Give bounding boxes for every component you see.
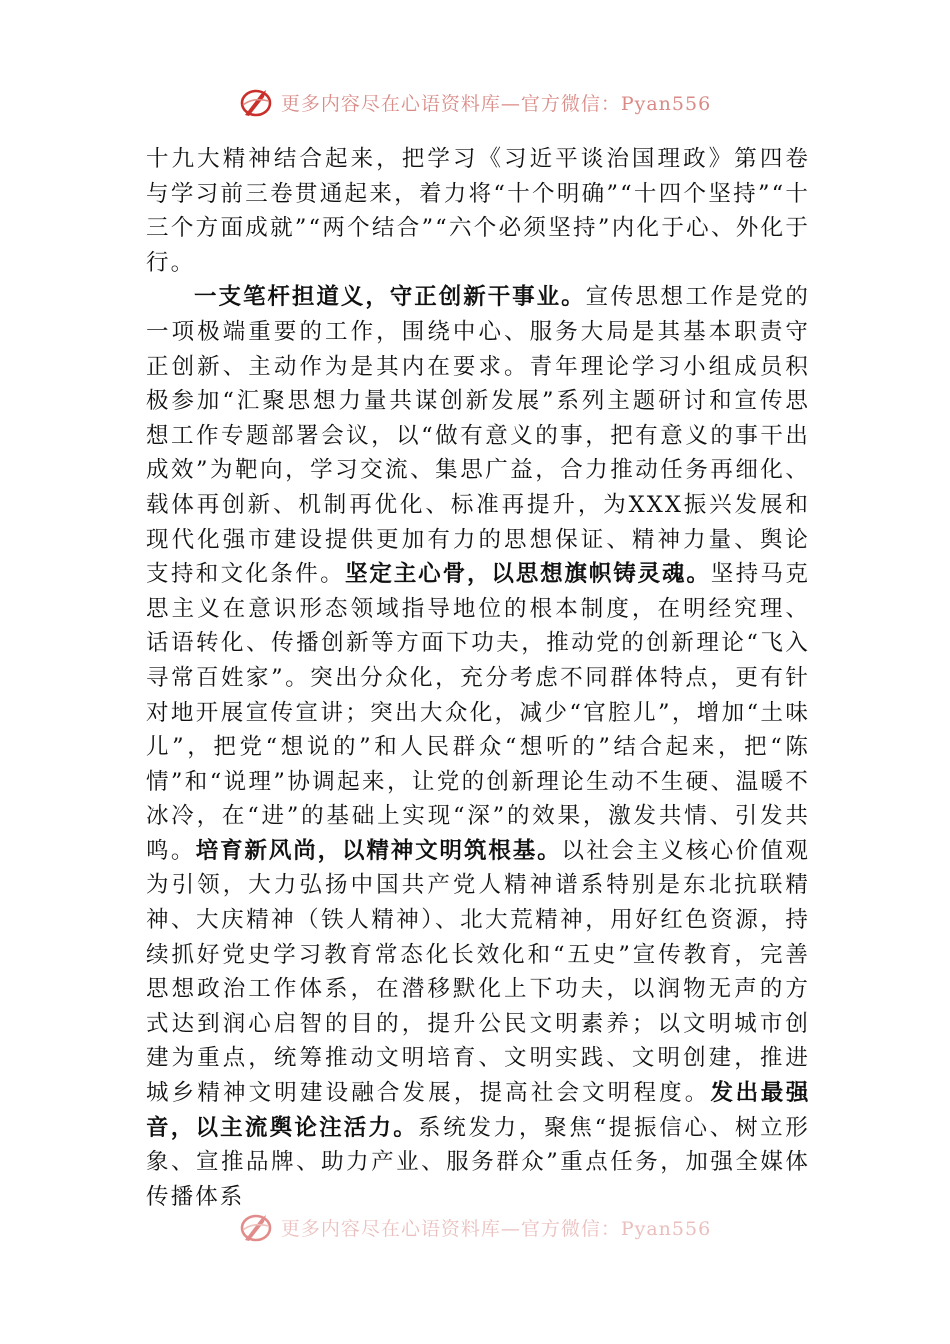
pen-logo-icon: [239, 85, 275, 119]
paragraph: [146, 142, 810, 280]
watermark-text: 更多内容尽在心语资料库—官方微信：Pyan556: [280, 92, 712, 115]
paragraph-text: 十九大精神结合起来，把学习《习近平谈治国理政》第四卷与学习前三卷贯通起来，着力将“十个明确”“十四个坚持”“十三个方面成就”“两个结合”“六个必须坚持”内化于心、外化于行。: [146, 146, 810, 276]
watermark-text: 更多内容尽在心语资料库—官方微信：Pyan556: [280, 1217, 712, 1240]
section-heading: 培育新风尚，以精神文明筑根基。: [195, 837, 562, 864]
paragraph-text: 坚持马克思主义在意识形态领域指导地位的根本制度，在明经究理、话语转化、传播创新等方面下功夫，推动党的创新理论“飞入寻常百姓家”。突出分众化，充分考虑不同群体特点，更有针对地开展宣传宣讲；突出大众化，减少“官腔儿”，增加“土味儿”，把党“想说的”和人民群众“想听的”结合起来，把“陈情”和“说理”协调起来，让党的创新理论生动不生硬、温暖不冰冷，在“进”的基础上实现“深”的效果，激发共情、引发共鸣。: [146, 561, 810, 864]
watermark-group: [239, 1210, 711, 1242]
paragraph: [146, 280, 810, 1214]
paragraph-text: 以社会主义核心价值观为引领，大力弘扬中国共产党人精神谱系特别是东北抗联精神、大庆精神（铁人精神）、北大荒精神，用好红色资源，持续抓好党史学习教育常态化长效化和“五史”宣传教育，完善思想政治工作体系，在潜移默化上下功夫，以润物无声的方式达到润心启智的目的，提升公民文明素养；以文明城市创建为重点，统筹推动文明培育、文明实践、文明创建，推进城乡精神文明建设融合发展，提高社会文明程度。: [146, 837, 810, 1107]
section-heading: 一支笔杆担道义，守正创新干事业。: [194, 284, 586, 311]
section-heading: 发出最强音，以主流舆论注活力。: [146, 1080, 811, 1141]
footer-watermark: [0, 1204, 950, 1242]
paragraph-text: 宣传思想工作是党的一项极端重要的工作，围绕中心、服务大局是其基本职责守正创新、主动作为是其内在要求。青年理论学习小组成员积极参加“汇聚思想力量共谋创新发展”系列主题研讨和宣传思想工作专题部署会议，以“做有意义的事，把有意义的事干出成效”为靶向，学习交流、集思广益，合力推动任务再细化、载体再创新、机制再优化、标准再提升，为XXX振兴发展和现代化强市建设提供更加有力的思想保证、精神力量、舆论支持和文化条件。: [146, 284, 810, 588]
section-heading: 坚定主心骨，以思想旗帜铸灵魂。: [345, 561, 711, 588]
document-body: [146, 142, 810, 1214]
pen-logo-icon: [239, 1210, 275, 1242]
header-watermark: [0, 82, 950, 122]
watermark-group: [239, 85, 711, 119]
paragraph-text: 系统发力，聚焦“提振信心、树立形象、宣推品牌、助力产业、服务群众”重点任务，加强全媒体传播体系: [146, 1114, 810, 1210]
